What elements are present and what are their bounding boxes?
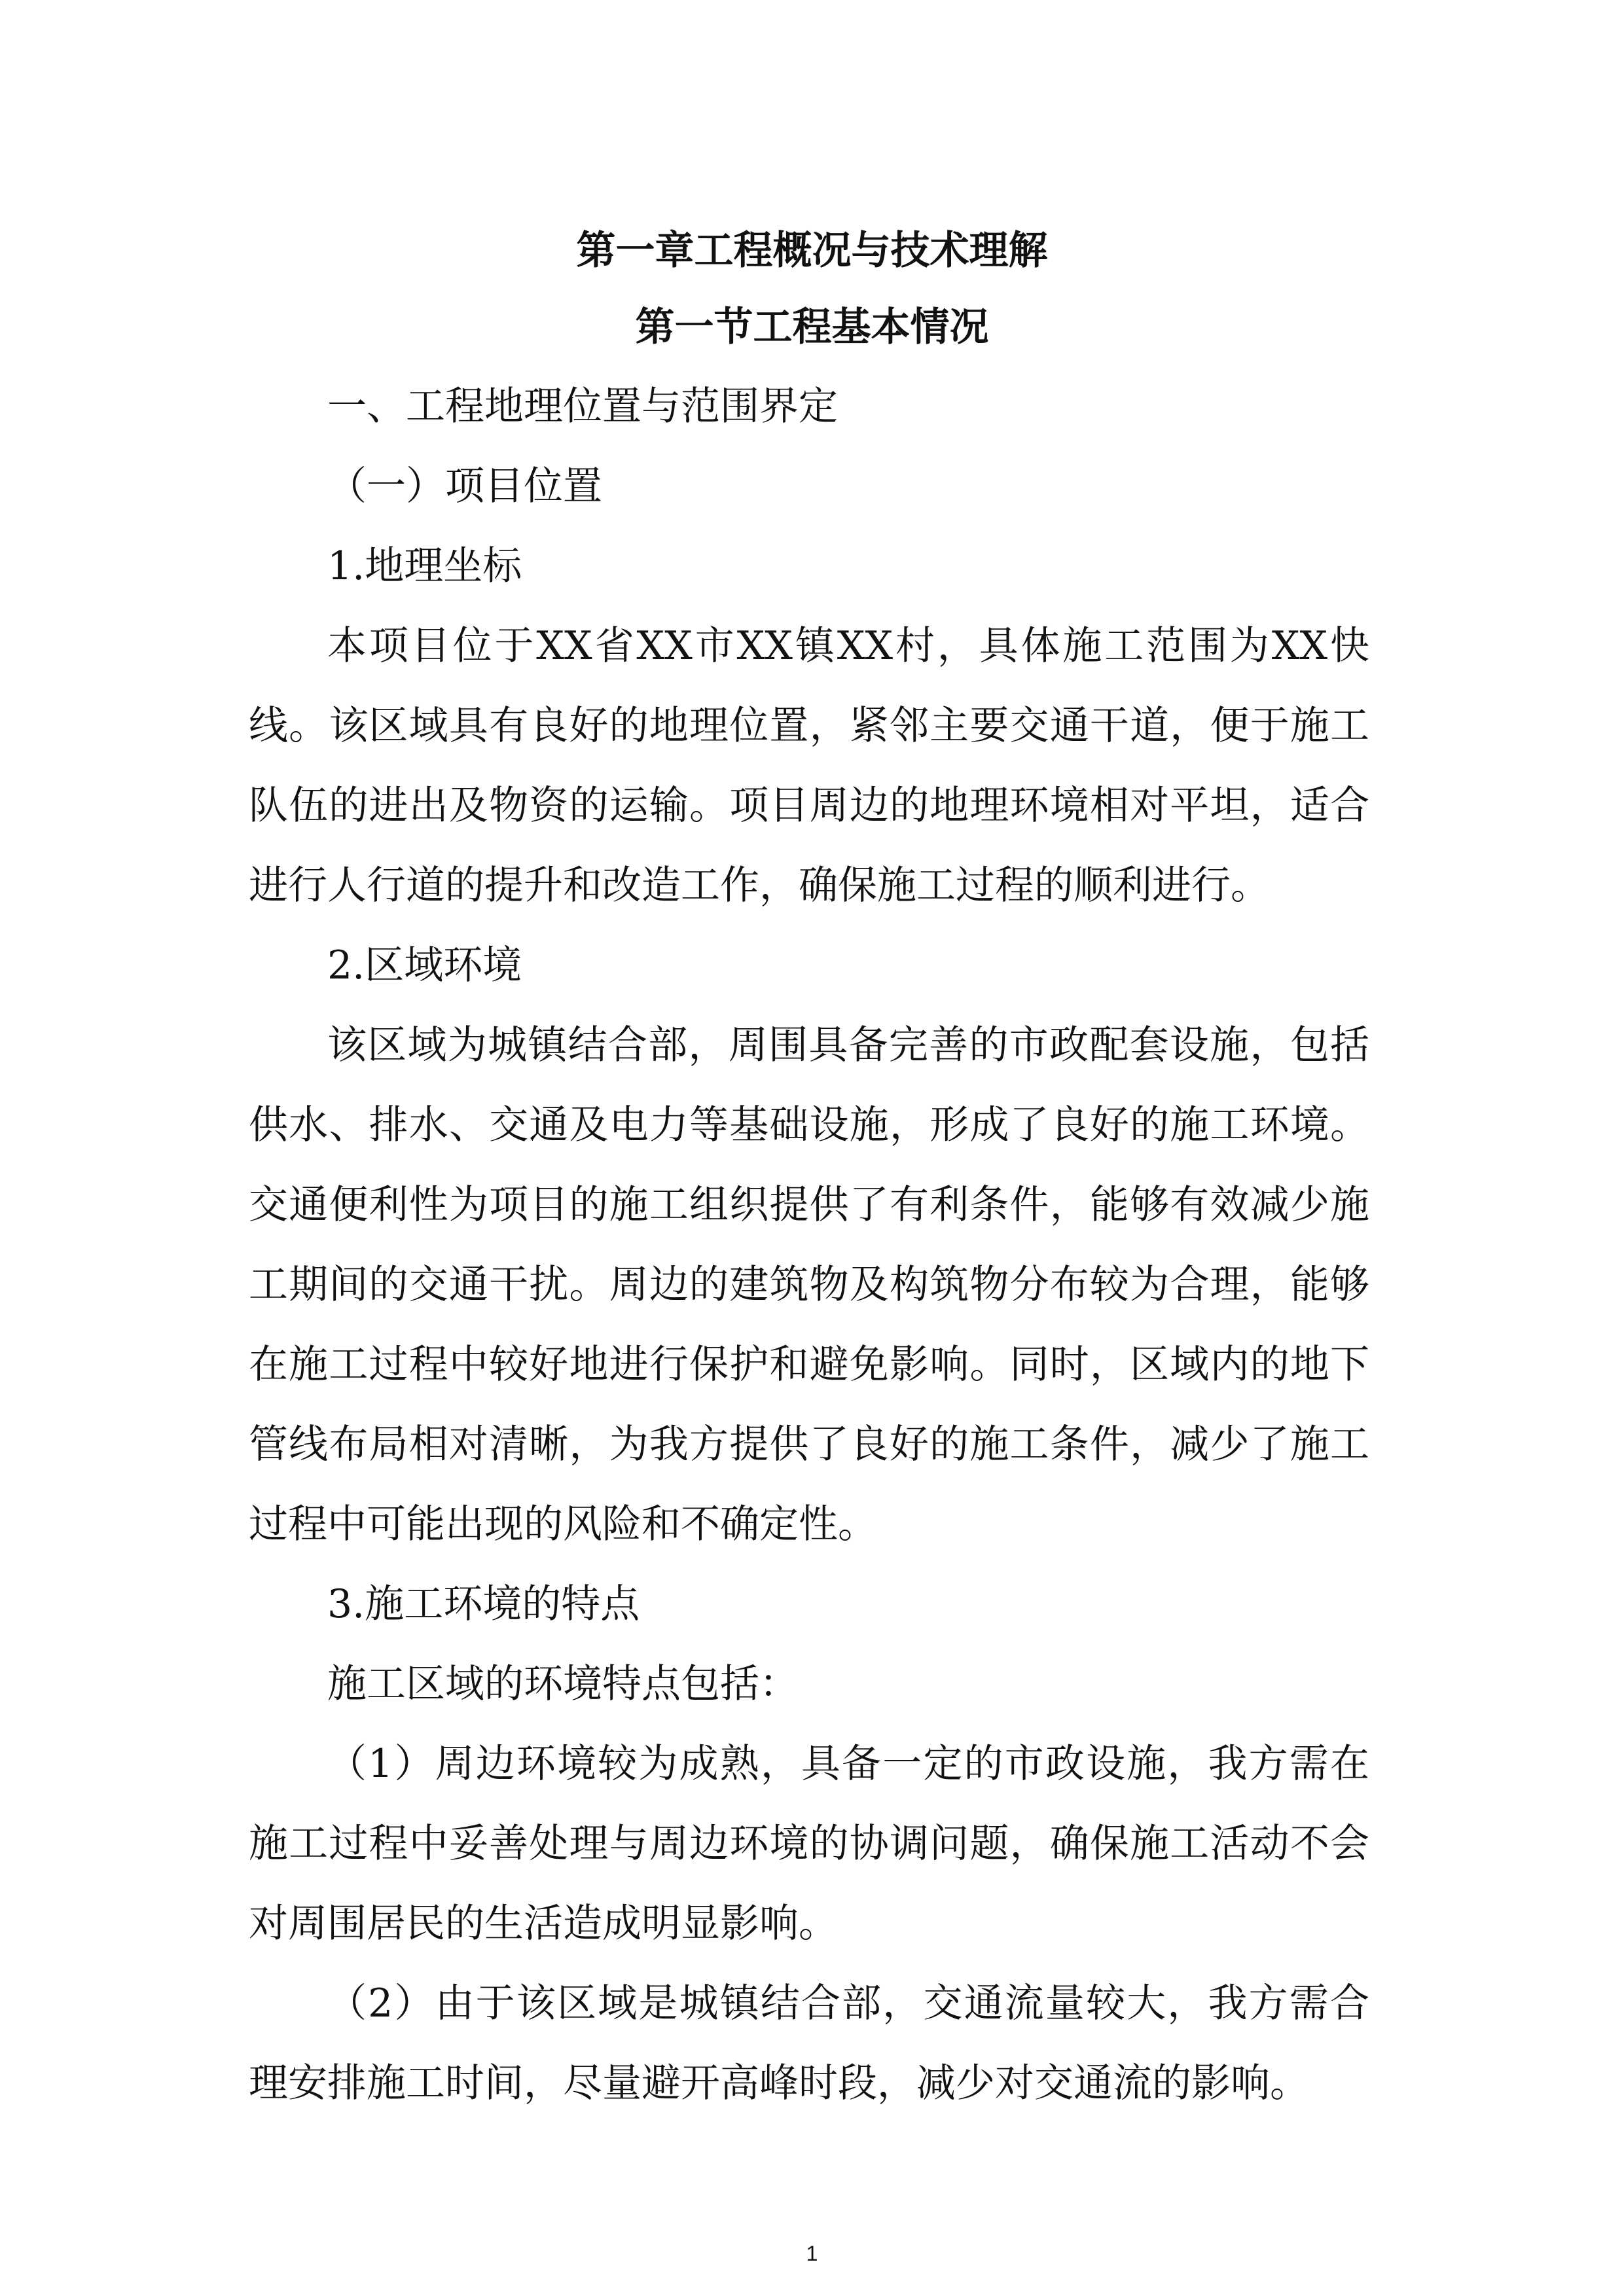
heading-level3: 3.施工环境的特点 bbox=[327, 1581, 640, 1627]
paragraph: 该区域为城镇结合部，周围具备完善的市政配套设施，包括供水、排水、交通及电力等基础设施，形成了良好的施工环境。交通便利性为项目的施工组织提供了有利条件，能够有效减少施工期间的交通干扰。周边的建筑物及构筑物分布较为合理，能够在施工过程中较好地进行保护和避免影响。同时，区域内的地下管线布局相对清晰，为我方提供了良好的施工条件，减少了施工过程中可能出现的风险和不确定性。 bbox=[249, 1022, 1369, 1547]
page-number: 1 bbox=[806, 2242, 818, 2265]
chapter-title: 第一章工程概况与技术理解 bbox=[576, 228, 1048, 274]
section-title: 第一节工程基本情况 bbox=[635, 304, 989, 350]
document-body bbox=[249, 367, 1369, 2123]
paragraph: 本项目位于XX省XX市XX镇XX村，具体施工范围为XX快线。该区域具有良好的地理位置，紧邻主要交通干道，便于施工队伍的进出及物资的运输。项目周边的地理环境相对平坦，适合进行人行道的提升和改造工作，确保施工过程的顺利进行。 bbox=[249, 623, 1369, 908]
list-item: （2）由于该区域是城镇结合部，交通流量较大，我方需合理安排施工时间，尽量避开高峰时段，减少对交通流的影响。 bbox=[249, 1981, 1369, 2106]
heading-level2: （一）项目位置 bbox=[327, 463, 602, 509]
paragraph: 施工区域的环境特点包括： bbox=[327, 1661, 799, 1707]
heading-level1: 一、工程地理位置与范围界定 bbox=[327, 384, 838, 429]
list-item: （1）周边环境较为成熟，具备一定的市政设施，我方需在施工过程中妥善处理与周边环境的协调问题，确保施工活动不会对周围居民的生活造成明显影响。 bbox=[249, 1741, 1369, 1946]
heading-level3: 1.地理坐标 bbox=[327, 543, 522, 589]
heading-level3: 2.区域环境 bbox=[327, 942, 522, 988]
